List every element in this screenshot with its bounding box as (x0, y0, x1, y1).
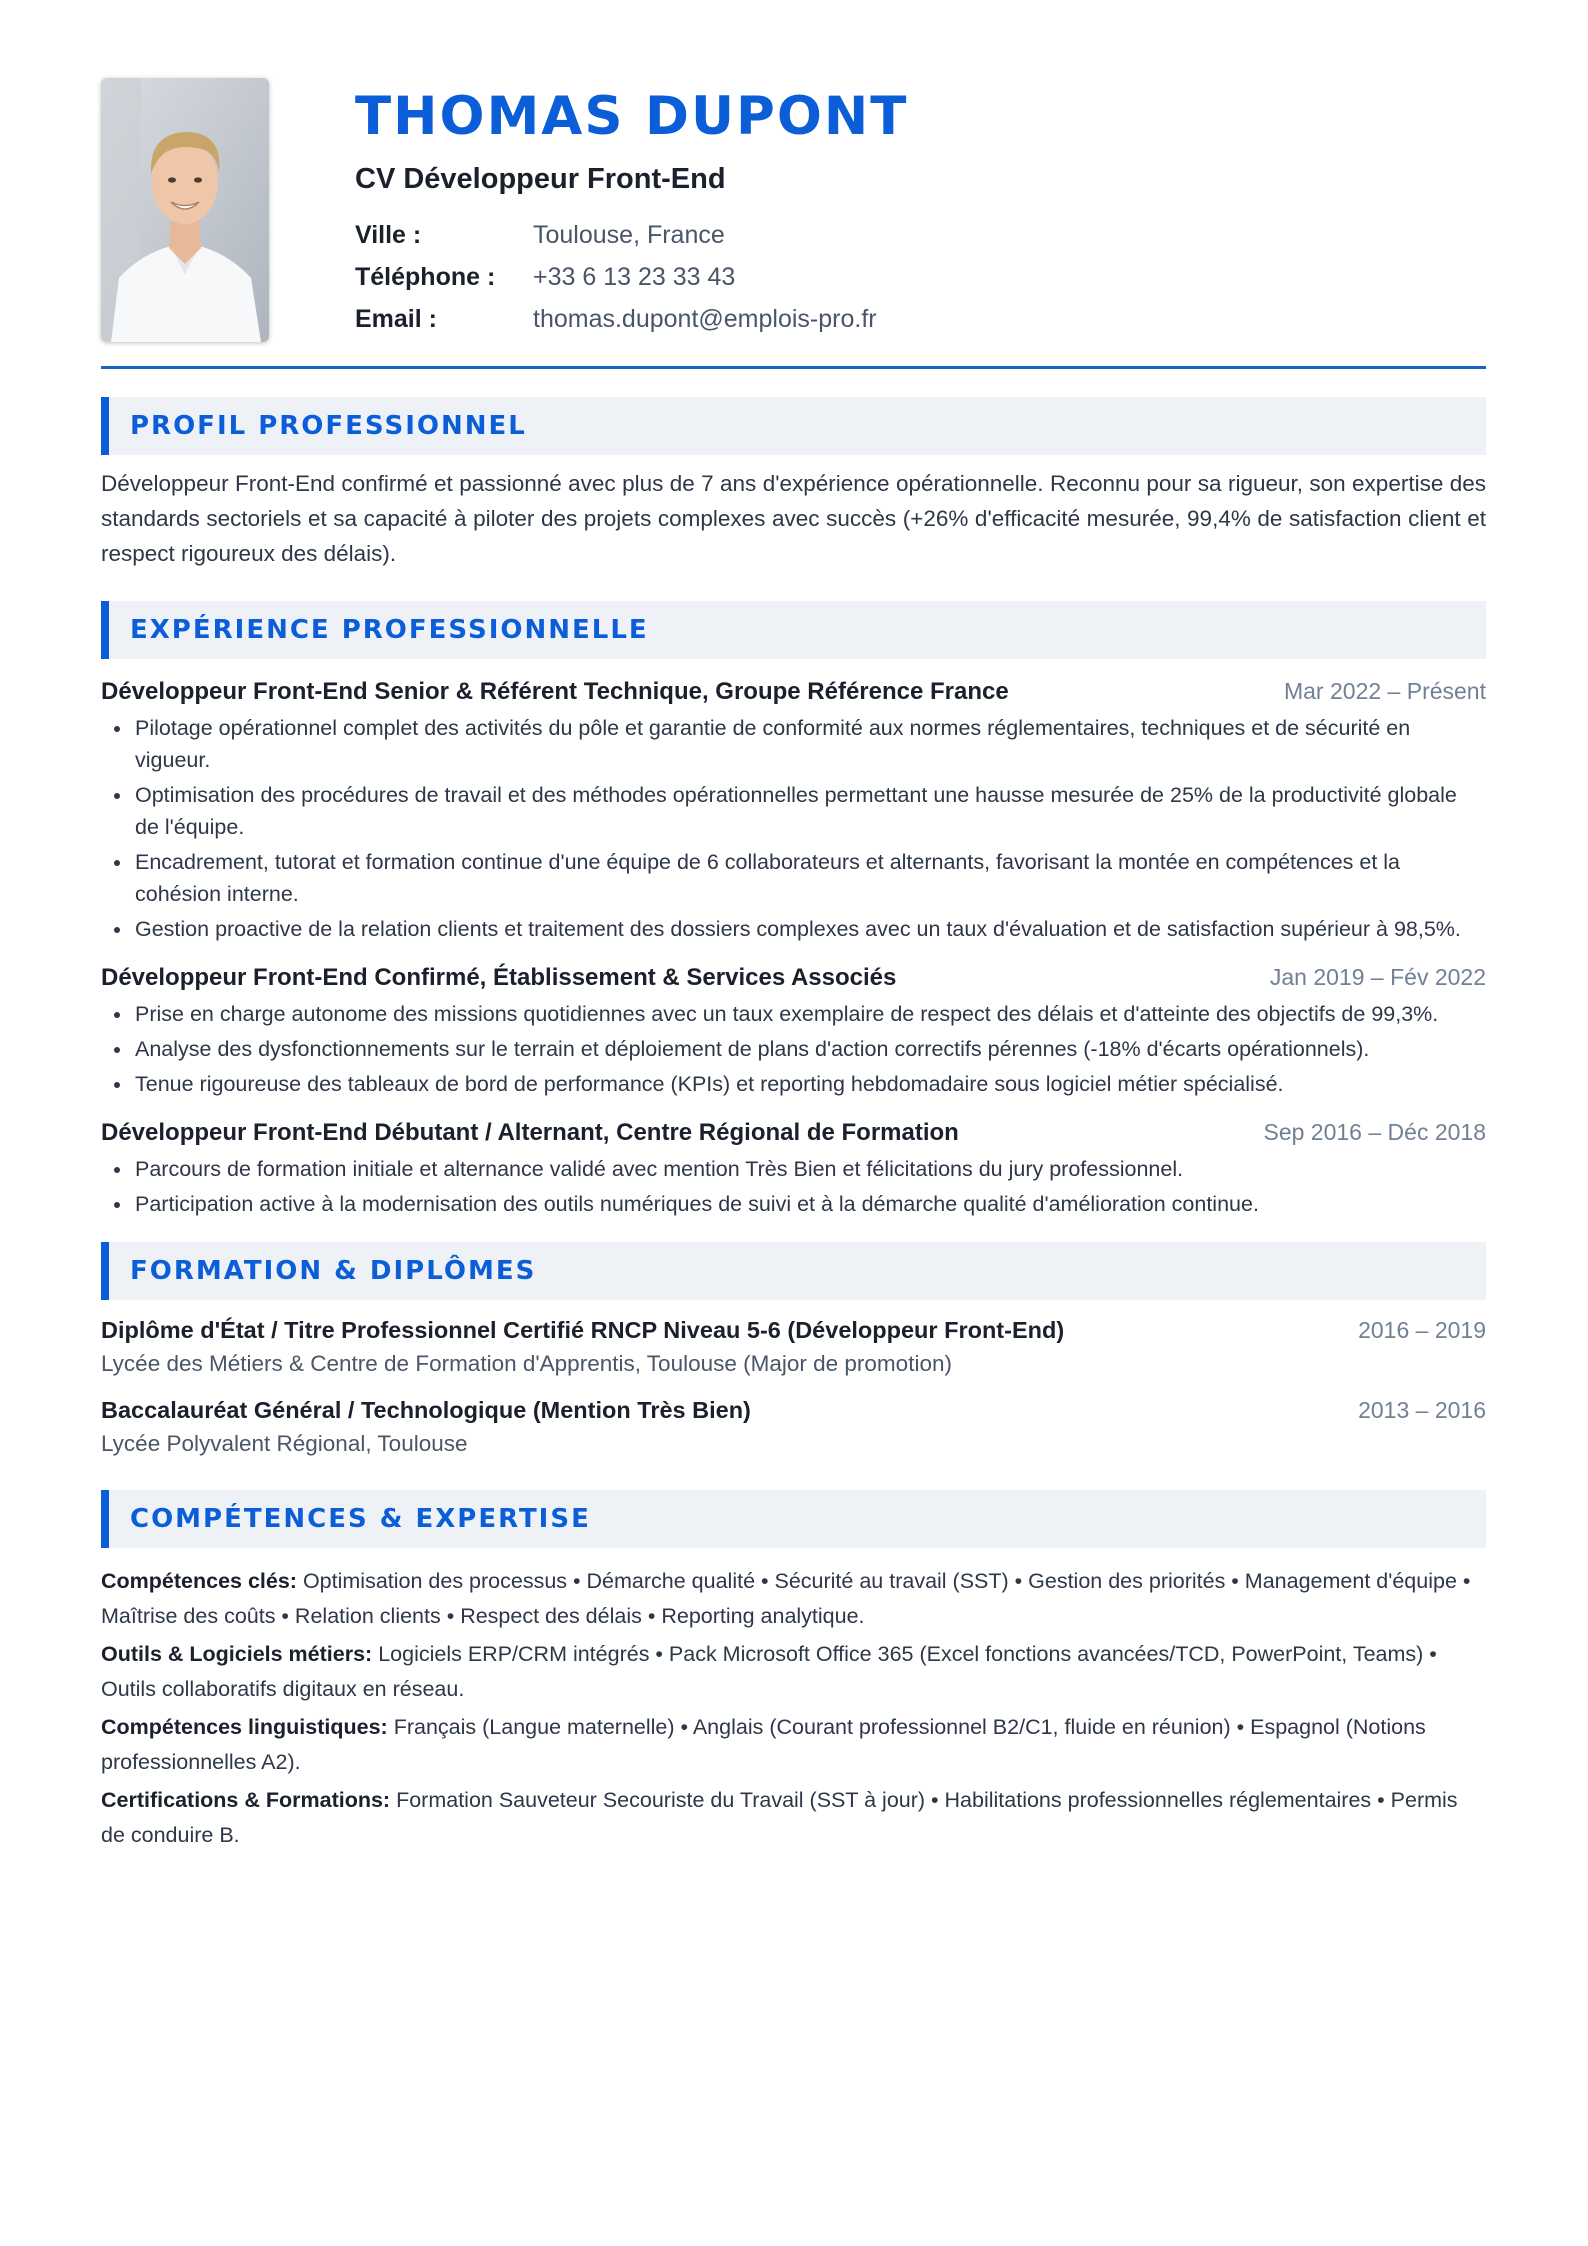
job-bullets (101, 712, 1486, 945)
contact-label: Ville : (355, 221, 422, 249)
skill-row (101, 1564, 1486, 1634)
skill-label: Compétences clés: (101, 1569, 297, 1593)
header-info (355, 78, 908, 340)
degree-date: 2013 – 2016 (1358, 1397, 1486, 1423)
job-bullets (101, 998, 1486, 1100)
contact-details (355, 214, 908, 340)
section-heading: EXPÉRIENCE PROFESSIONNELLE (130, 615, 649, 645)
section-heading: PROFIL PROFESSIONNEL (130, 411, 527, 441)
job-bullet: Encadrement, tutorat et formation continue d'une équipe de 6 collaborateurs et alternants, favorisant la montée en compétences et la cohésion interne. (101, 846, 1486, 910)
job-bullet: Gestion proactive de la relation clients et traitement des dossiers complexes avec un taux d'évaluation et de satisfaction supérieur à 98,5%. (101, 913, 1486, 945)
job-date: Sep 2016 – Déc 2018 (1263, 1119, 1486, 1145)
job-title: Développeur Front-End Débutant / Alternant, Centre Régional de Formation (101, 1119, 959, 1146)
contact-label: Téléphone : (355, 263, 496, 291)
section-heading: FORMATION & DIPLÔMES (130, 1256, 537, 1286)
education-entry (101, 1394, 1486, 1460)
contact-value: Toulouse, France (533, 221, 725, 249)
job-bullet: Participation active à la modernisation des outils numériques de suivi et à la démarche qualité d'amélioration continue. (101, 1188, 1486, 1220)
candidate-name: THOMAS DUPONT (355, 86, 909, 147)
school-name: Lycée Polyvalent Régional, Toulouse (101, 1431, 468, 1456)
skills-list (101, 1564, 1486, 1853)
skill-label: Outils & Logiciels métiers: (101, 1642, 373, 1666)
education-list (101, 1314, 1486, 1460)
contact-value: thomas.dupont@emplois-pro.fr (533, 305, 877, 333)
job-bullet: Parcours de formation initiale et alternance validé avec mention Très Bien et félicitations du jury professionnel. (101, 1153, 1486, 1185)
job-entry (101, 961, 1486, 1100)
experience-list (101, 675, 1486, 1220)
job-bullet: Tenue rigoureuse des tableaux de bord de performance (KPIs) et reporting hebdomadaire sous logiciel métier spécialisé. (101, 1068, 1486, 1100)
contact-label: Email : (355, 305, 437, 333)
profile-photo (101, 78, 269, 342)
resume-header (101, 78, 1486, 342)
skill-text: Formation Sauveteur Secouriste du Travail (SST à jour) • Habilitations professionnelles réglementaires • Permis de conduire B. (101, 1788, 1458, 1847)
job-title: Développeur Front-End Confirmé, Établissement & Services Associés (101, 964, 897, 991)
job-entry (101, 675, 1486, 945)
contact-city (355, 214, 908, 256)
job-date: Mar 2022 – Présent (1283, 678, 1486, 704)
contact-phone (355, 256, 908, 298)
job-bullet: Prise en charge autonome des missions quotidiennes avec un taux exemplaire de respect des délais et d'atteinte des objectifs de 99,3%. (101, 998, 1486, 1030)
profile-summary: Développeur Front-End confirmé et passionné avec plus de 7 ans d'expérience opérationnelle. Reconnu pour sa rigueur, son expertise des standards sectoriels et sa capacité à piloter des projets complexes avec succès (+26% d'efficacité mesurée, 99,4% de satisfaction client et respect rigoureux des délais). (101, 471, 1486, 566)
skill-label: Compétences linguistiques: (101, 1715, 388, 1739)
person-portrait-icon (101, 78, 269, 342)
section-heading: COMPÉTENCES & EXPERTISE (130, 1504, 591, 1534)
school-name: Lycée des Métiers & Centre de Formation d'Apprentis, Toulouse (Major de promotion) (101, 1351, 952, 1376)
skill-row (101, 1710, 1486, 1780)
skill-text: Logiciels ERP/CRM intégrés • Pack Microsoft Office 365 (Excel fonctions avancées/TCD, PowerPoint, Teams) • Outils collaboratifs digitaux en réseau. (101, 1642, 1437, 1701)
header-divider (101, 366, 1486, 369)
section-title-education (101, 1242, 1486, 1300)
skill-text: Français (Langue maternelle) • Anglais (Courant professionnel B2/C1, fluide en réunion) • Espagnol (Notions professionnelles A2). (101, 1715, 1426, 1774)
skill-row (101, 1637, 1486, 1707)
job-bullet: Optimisation des procédures de travail et des méthodes opérationnelles permettant une hausse mesurée de 25% de la productivité globale de l'équipe. (101, 779, 1486, 843)
contact-email (355, 298, 908, 340)
section-title-profile (101, 397, 1486, 455)
job-title: Développeur Front-End Senior & Référent Technique, Groupe Référence France (101, 678, 1009, 705)
degree-date: 2016 – 2019 (1358, 1317, 1486, 1343)
degree-title: Diplôme d'État / Titre Professionnel Certifié RNCP Niveau 5-6 (Développeur Front-End) (101, 1317, 1065, 1343)
job-bullet: Analyse des dysfonctionnements sur le terrain et déploiement de plans d'action correctifs pérennes (-18% d'écarts opérationnels). (101, 1033, 1486, 1065)
resume-subtitle: CV Développeur Front-End (355, 163, 726, 195)
skill-row (101, 1783, 1486, 1853)
skill-text: Optimisation des processus • Démarche qualité • Sécurité au travail (SST) • Gestion des priorités • Management d'équipe • Maîtrise des coûts • Relation clients • Respect des délais • Reporting analytique. (101, 1569, 1471, 1628)
section-title-experience (101, 601, 1486, 659)
skill-label: Certifications & Formations: (101, 1788, 391, 1812)
job-entry (101, 1116, 1486, 1220)
contact-value: +33 6 13 23 33 43 (533, 263, 736, 291)
job-bullets (101, 1153, 1486, 1220)
section-title-skills (101, 1490, 1486, 1548)
education-entry (101, 1314, 1486, 1380)
degree-title: Baccalauréat Général / Technologique (Mention Très Bien) (101, 1397, 751, 1423)
job-bullet: Pilotage opérationnel complet des activités du pôle et garantie de conformité aux normes réglementaires, techniques et de sécurité en vigueur. (101, 712, 1486, 776)
job-date: Jan 2019 – Fév 2022 (1269, 964, 1486, 990)
